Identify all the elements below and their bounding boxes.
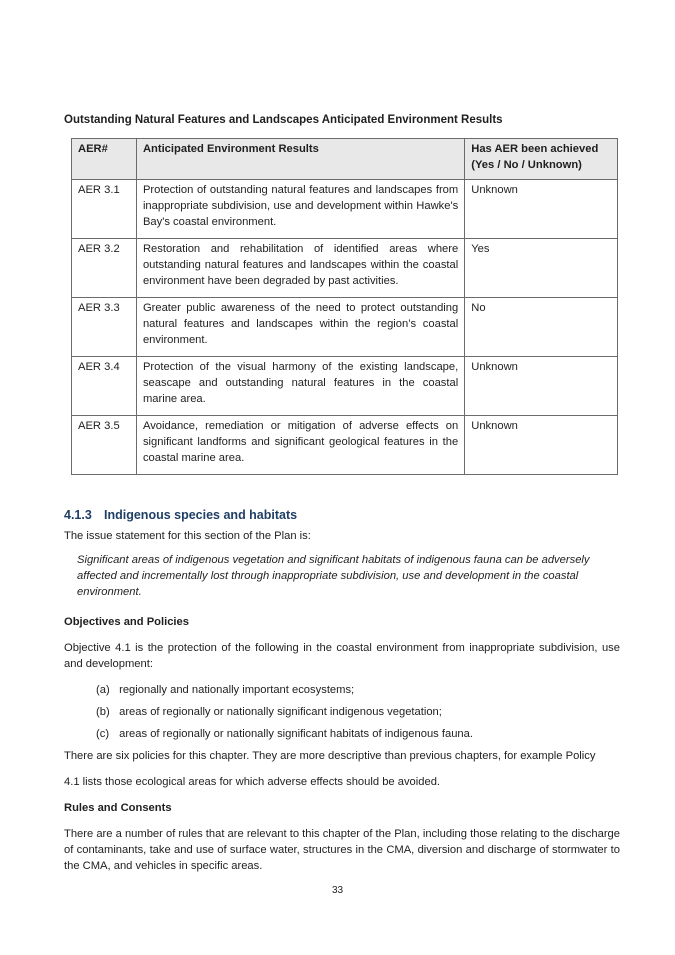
table-row <box>72 357 618 416</box>
header-anticipated-results: Anticipated Environment Results <box>136 139 464 180</box>
table-row <box>72 416 618 475</box>
section-heading <box>64 506 620 524</box>
objective-text: Objective 4.1 is the protection of the following in the coastal environment from inappropriate subdivision, use and development: <box>64 642 620 670</box>
list-item <box>96 704 620 720</box>
policies-text-line1: There are six policies for this chapter. They are more descriptive than previous chapters, for example Policy <box>64 750 596 762</box>
table-title: Outstanding Natural Features and Landscapes Anticipated Environment Results <box>64 114 503 126</box>
row-result: Protection of the visual harmony of the existing landscape, seascape and outstanding natural features in the coastal marine area. <box>136 357 464 416</box>
row-aer-id: AER 3.2 <box>72 239 137 298</box>
issue-intro: The issue statement for this section of the Plan is: <box>64 530 311 542</box>
objective-list <box>64 682 620 742</box>
row-result: Restoration and rehabilitation of identified areas where outstanding natural features and landscapes within the coastal environment have been degraded by past activities. <box>136 239 464 298</box>
row-aer-id: AER 3.5 <box>72 416 137 475</box>
row-achieved: Unknown <box>465 416 618 475</box>
list-item <box>96 682 620 698</box>
row-achieved: Unknown <box>465 357 618 416</box>
list-item-text: regionally and nationally important ecosystems; <box>119 684 355 696</box>
row-achieved: Yes <box>465 239 618 298</box>
header-achieved <box>465 139 618 180</box>
row-achieved: Unknown <box>465 180 618 239</box>
row-aer-id: AER 3.1 <box>72 180 137 239</box>
rules-text: There are a number of rules that are relevant to this chapter of the Plan, including those relating to the discharge of contaminants, take and use of surface water, structures in the CMA, diversion and discharge of stormwater to the CMA, and vehicles in specific areas. <box>64 828 620 872</box>
objectives-heading: Objectives and Policies <box>64 616 189 628</box>
table-row <box>72 298 618 357</box>
row-aer-id: AER 3.4 <box>72 357 137 416</box>
section-number: 4.1.3 <box>64 508 92 522</box>
row-result: Protection of outstanding natural features and landscapes from inappropriate subdivision, use and development within Hawke's Bay's coastal environment. <box>136 180 464 239</box>
section-title: Indigenous species and habitats <box>104 508 298 522</box>
row-result: Greater public awareness of the need to protect outstanding natural features and landscapes within the region’s coastal environment. <box>136 298 464 357</box>
document-page <box>64 112 620 884</box>
row-aer-id: AER 3.3 <box>72 298 137 357</box>
row-result: Avoidance, remediation or mitigation of adverse effects on significant landforms and significant geological features in the coastal marine area. <box>136 416 464 475</box>
header-aer-id: AER# <box>72 139 137 180</box>
row-achieved: No <box>465 298 618 357</box>
table-header-row <box>72 139 618 180</box>
policies-text-line2: 4.1 lists those ecological areas for which adverse effects should be avoided. <box>64 776 441 788</box>
list-item <box>96 726 620 742</box>
list-item-label: (a) <box>96 684 110 696</box>
list-item-label: (b) <box>96 706 110 718</box>
table-row <box>72 180 618 239</box>
table-row <box>72 239 618 298</box>
list-item-label: (c) <box>96 728 110 740</box>
list-item-text: areas of regionally or nationally significant indigenous vegetation; <box>119 706 442 718</box>
list-item-text: areas of regionally or nationally significant habitats of indigenous fauna. <box>119 728 473 740</box>
rules-heading: Rules and Consents <box>64 802 172 814</box>
page-number: 33 <box>331 885 344 896</box>
header-achieved-line2: (Yes / No / Unknown) <box>471 159 582 171</box>
header-achieved-line1: Has AER been achieved <box>471 143 599 155</box>
aer-table <box>71 138 618 475</box>
issue-statement: Significant areas of indigenous vegetation and significant habitats of indigenous fauna can be adversely affected and incrementally lost through inappropriate subdivision, use and development in the coastal environment. <box>77 554 590 598</box>
